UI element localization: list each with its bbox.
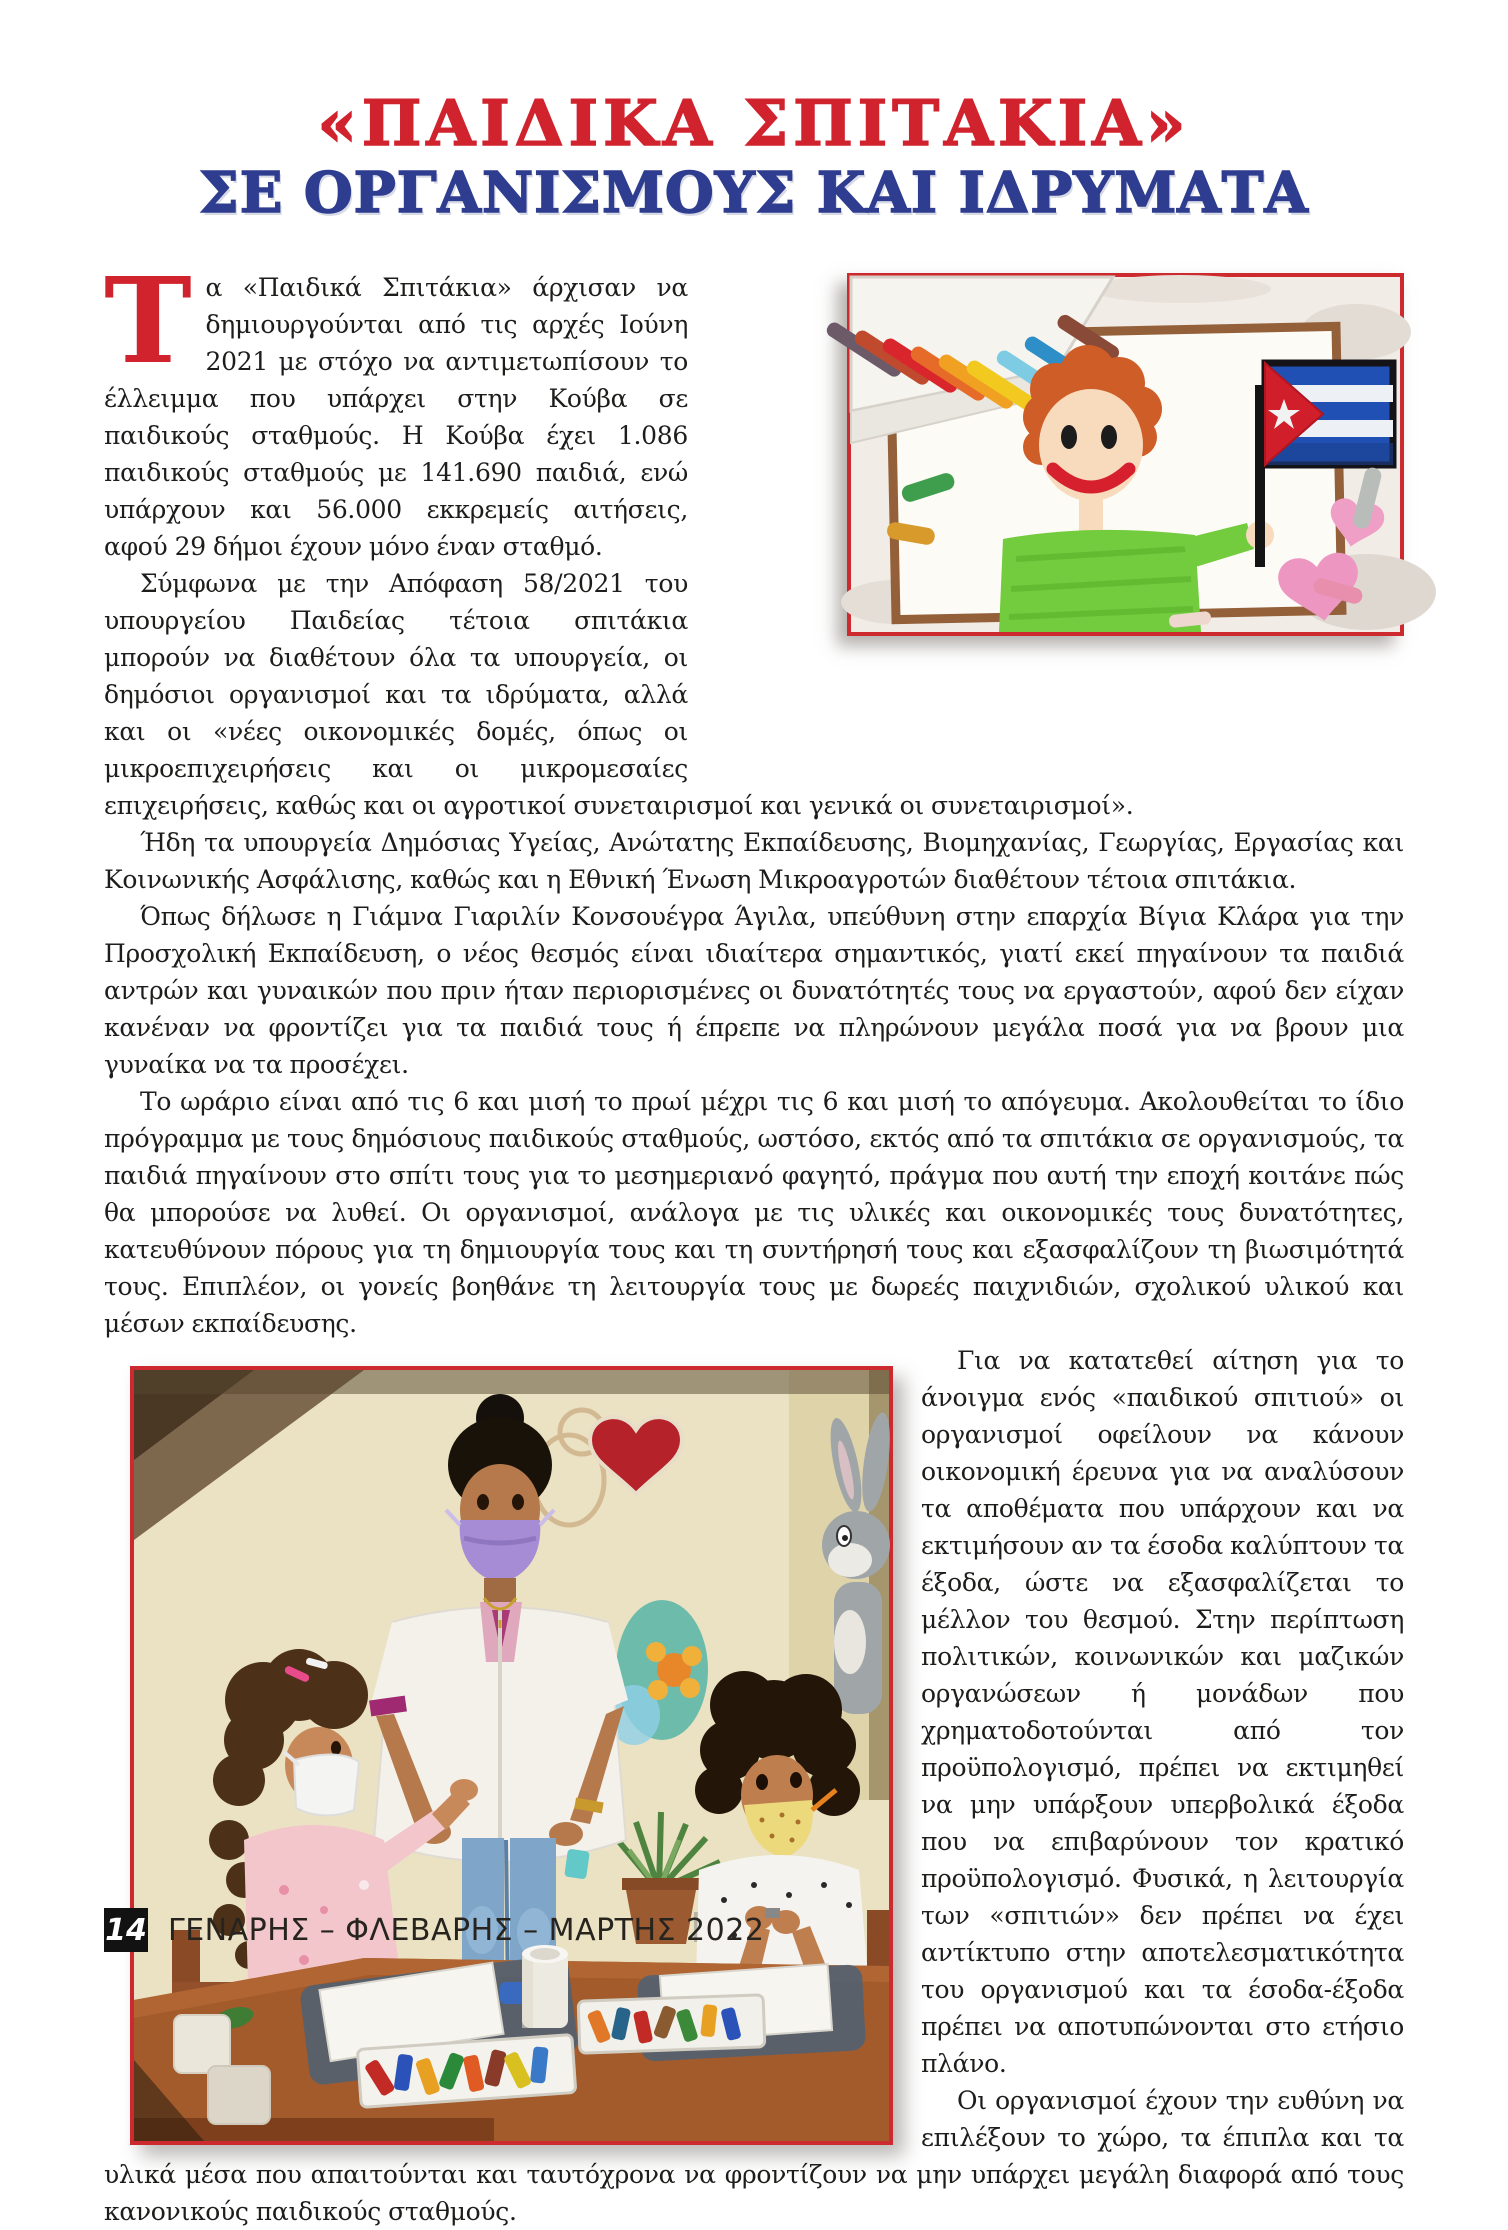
page-subtitle: ΣΕ ΟΡΓΑΝΙΣΜΟΥΣ ΚΑΙ ΙΔΡΥΜΑΤΑ xyxy=(199,160,1309,227)
paragraph-7: Οι οργανισμοί έχουν την ευθύνη να επιλέξουν το χώρο, τα έπιπλα και τα υλικά μέσα που απαιτούνται και ταυτόχρονα να φροντίζουν να μην υπάρχει μεγάλη διαφορά από τους κανονικούς παιδικούς σταθμούς. xyxy=(104,2085,1404,2226)
crayon-tray-right xyxy=(578,1995,765,2053)
page-title: «ΠΑΙΔΙΚΑ ΣΠΙΤΑΚΙΑ» xyxy=(317,86,1191,160)
child-drawing-image xyxy=(847,273,1404,636)
classroom-photo-image xyxy=(130,1366,893,2145)
page-footer xyxy=(104,1908,764,1952)
paragraph-5: Το ωράριο είναι από τις 6 και μισή το πρωί μέχρι τις 6 και μισή το απόγευμα. Ακολουθείται το ίδιο πρόγραμμα με τους δημόσιους παιδικούς σταθμούς, ωστόσο, εκτός από τα σπιτάκια σε οργανισμούς, τα παιδιά πηγαίνουν στο σπίτι τους για το μεσημεριανό φαγητό, πράγμα που αυτή την εποχή κοιτάνε πώς θα μπορούσε να λυθεί. Οι οργανισμοί, ανάλογα με τις υλικές και οικονομικές τους δυνατότητες, κατευθύνουν πόρους για τη δημιουργία τους και τη συντήρησή τους και εξασφαλίζουν τη βιωσιμότητά τους. Επιπλέον, οι γονείς βοηθάνε τη λειτουργία τους με δωρεές παιχνιδιών, σχολικού υλικού και μέσων εκπαίδευσης. xyxy=(104,1086,1404,1338)
paragraph-3: Ήδη τα υπουργεία Δημόσιας Υγείας, Ανώτατης Εκπαίδευσης, Βιομηχανίας, Γεωργίας, Εργασίας και Κοινωνικής Ασφάλισης, καθώς και η Εθνική Ένωση Μικροαγροτών διαθέτουν τέτοια σπιτάκια. xyxy=(104,827,1404,894)
paragraph-1-text: α «Παιδικά Σπιτάκια» άρχισαν να δημιουργούνται από τις αρχές Ιούνη 2021 με στόχο να αντιμετωπίσουν το έλλειμμα που υπάρχει στην Κούβα σε παιδικούς σταθμούς. Η Κούβα έχει 1.086 παιδικούς σταθμούς με 141.690 παιδιά, ενώ υπάρχουν και 56.000 εκκρεμείς αιτήσεις, αφού 29 δήμοι έχουν μόνο έναν σταθμό. xyxy=(104,272,688,561)
article-header xyxy=(0,0,1508,227)
paragraph-2: Σύμφωνα με την Απόφαση 58/2021 του υπουργείου Παιδείας τέτοια σπιτάκια μπορούν να διαθέτουν όλα τα υπουργεία, οι δημόσιοι οργανισμοί και τα ιδρύματα, αλλά και οι «νέες οικονομικές δομές, όπως οι μικροεπιχειρήσεις και οι μικρομεσαίες επιχειρήσεις, καθώς και οι αγροτικοί συνεταιρισμοί και γενικά οι συνεταιρισμοί». xyxy=(104,568,1134,820)
paragraph-6: Για να κατατεθεί αίτηση για το άνοιγμα ενός «παιδικού σπιτιού» οι οργανισμοί οφείλουν να κάνουν οικονομική έρευνα για να αναλύσουν τα αποθέματα που υπάρχουν και να εκτιμήσουν αν τα έσοδα καλύπτουν τα έξοδα, ώστε να εξασφαλίζεται το μέλλον του θεσμού. Στην περίπτωση πολιτικών, κοινωνικών και μαζικών οργανώσεων ή μονάδων που χρηματοδοτούνται από τον προϋπολογισμό, πρέπει να εκτιμηθεί να μην υπάρξουν υπερβολικά έξοδα που να επιβαρύνουν τον κρατικό προϋπολογισμό. Φυσικά, η λειτουργία των «σπιτιών» δεν πρέπει να έχει αντίκτυπο στην αποτελεσματικότητα του οργανισμού και τα έσοδα-έξοδα πρέπει να αποτυπώνονται στο ετήσιο πλάνο. xyxy=(921,1345,1404,2078)
page-number-badge xyxy=(104,1908,148,1952)
page-number: 14 xyxy=(105,1912,147,1948)
issue-label: ΓΕΝΑΡΗΣ – ΦΛΕΒΑΡΗΣ – ΜΑΡΤΗΣ 2022 xyxy=(168,1912,765,1948)
drop-cap: Τ xyxy=(104,250,192,390)
paragraph-4: Όπως δήλωσε η Γιάμνα Γιαριλίν Κονσουέγρα Άγιλα, υπεύθυνη στην επαρχία Βίγια Κλάρα για την Προσχολική Εκπαίδευση, ο νέος θεσμός είναι ιδιαίτερα σημαντικός, γιατί εκεί πηγαίνουν τα παιδιά αντρών και γυναικών που πριν ήταν περιορισμένες οι δυνατότητές τους να εργαστούν, αφού δεν είχαν κανέναν να φροντίζει για τα παιδιά τους ή έπρεπε να πληρώνουν μεγάλα ποσά για να βρουν μια γυναίκα να τα προσέχει. xyxy=(104,901,1404,1079)
